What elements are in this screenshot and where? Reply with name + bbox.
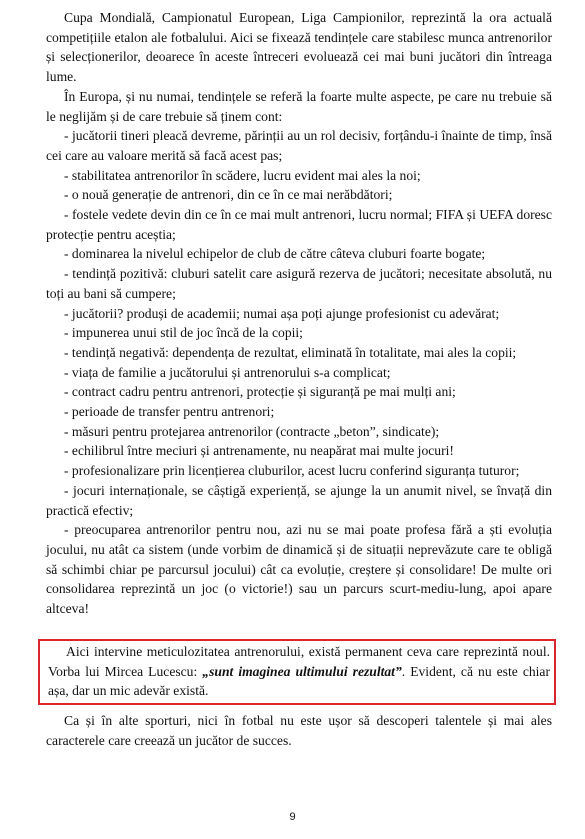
list-item: - jucătorii? produși de academii; numai așa poți ajunge profesionist cu adevărat; bbox=[64, 305, 500, 321]
highlighted-paragraph bbox=[48, 642, 550, 701]
list-item: - stabilitatea antrenorilor în scădere, lucru evident mai ales la noi; bbox=[64, 167, 421, 183]
list-item: - perioade de transfer pentru antrenori; bbox=[64, 404, 275, 420]
highlighted-box bbox=[38, 639, 556, 705]
closing-paragraph: Ca și în alte sporturi, nici în fotbal nu este ușor să descoperi talentele și mai ales caracterele care creează un jucător de succes. bbox=[46, 712, 552, 748]
europe-paragraph: În Europa, și nu numai, tendințele se referă la foarte multe aspecte, pe care nu trebuie să le neglijăm și de care trebuie să ținem cont: bbox=[46, 88, 552, 124]
list-item: - o nouă generație de antrenori, din ce în ce mai nerăbdători; bbox=[64, 187, 393, 203]
list-item: - echilibrul între meciuri și antrenamente, nu neapărat mai multe jocuri! bbox=[64, 443, 454, 459]
highlight-text-before: Aici intervine meticulozitatea antrenorului, există permanent ceva care reprezintă noul. Vorba lui Mircea Lucescu: bbox=[48, 643, 550, 679]
list-item: - tendință negativă: dependența de rezultat, eliminată în totalitate, mai ales la copii; bbox=[64, 344, 517, 360]
list-item: - contract cadru pentru antrenori, protecție și siguranță pe mai mulți ani; bbox=[64, 384, 456, 400]
list-item: - preocuparea antrenorilor pentru nou, azi nu se mai poate profesa fără a ști evoluția jocului, nu atât ca sistem (unde vorbim de dinamică și de situații neprevăzute care te obligă să schimbi chiar pe parcursul jocului) cât ca evoluție, creștere și consolidare! De multe ori consolidarea reprezintă un joc (o victorie!) sau un parcurs scurt-mediu-lung, apoi apare altceva! bbox=[46, 522, 552, 617]
page-body bbox=[46, 8, 552, 750]
list-item: - viața de familie a jucătorului și antrenorului s-a complicat; bbox=[64, 364, 391, 380]
list-item: - jocuri internaționale, se câștigă experiență, se ajunge la un anumit nivel, se învață din practică efectiv; bbox=[46, 482, 552, 518]
list-item: - profesionalizare prin licențierea cluburilor, acest lucru conferind siguranța tuturor; bbox=[64, 463, 520, 479]
list-item: - tendință pozitivă: cluburi satelit care asigură rezerva de jucători; necesitate absolută, nu toți au bani să cumpere; bbox=[46, 266, 552, 301]
intro-paragraph: Cupa Mondială, Campionatul European, Liga Campionilor, reprezintă la ora actuală competițiile etalon ale fotbalului. Aici se fixează tendințele care stabilesc munca antrenorilor și selecționerilor, deoarece în aceste întreceri evoluează cei mai buni jucători din întreaga lume. bbox=[46, 10, 552, 85]
list-item: - impunerea unui stil de joc încă de la copii; bbox=[64, 325, 303, 341]
list-item: - măsuri pentru protejarea antrenorilor (contracte „beton”, sindicate); bbox=[64, 423, 440, 439]
trends-list bbox=[46, 126, 552, 619]
list-item: - jucătorii tineri pleacă devreme, părinții au un rol decisiv, forțându-i înainte de timp, însă cei care au valoare merită să facă acest pas; bbox=[46, 128, 552, 163]
highlight-text-after: . Evident, că nu este chiar așa, dar un mic adevăr există. bbox=[48, 663, 550, 699]
list-item: - dominarea la nivelul echipelor de club de către câteva cluburi foarte bogate; bbox=[64, 246, 486, 262]
paragraph-gap bbox=[46, 619, 552, 639]
lucescu-quote: „sunt imaginea ultimului rezultat” bbox=[202, 663, 402, 679]
page-number: 9 bbox=[289, 811, 296, 823]
list-item: - fostele vedete devin din ce în ce mai mult antrenori, lucru normal; FIFA și UEFA doresc protecție pentru aceștia; bbox=[46, 207, 552, 242]
